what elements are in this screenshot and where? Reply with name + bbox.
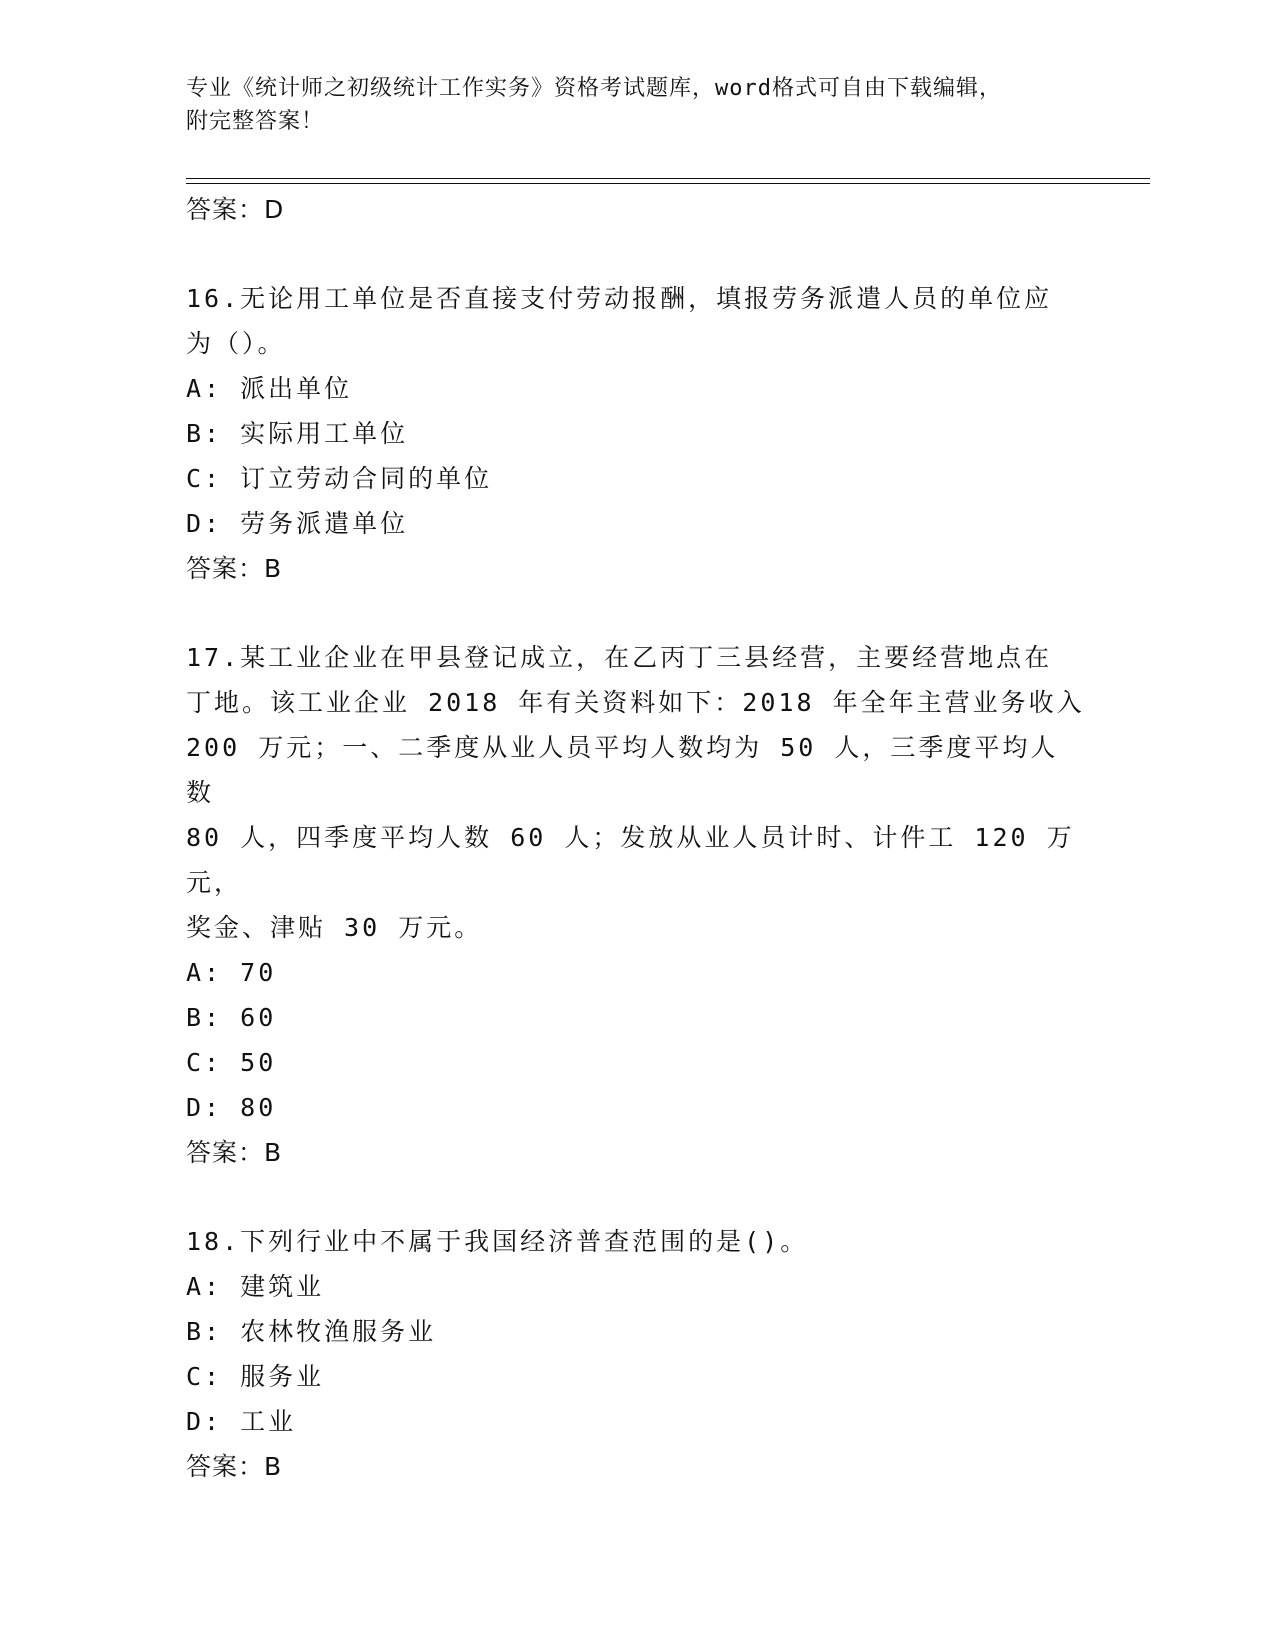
header-divider-bottom <box>186 183 1150 184</box>
stem-line: 200 万元；一、二季度从业人员平均人数均为 50 人，三季度平均人数 <box>186 733 1059 807</box>
document-body <box>186 187 1086 1489</box>
question-stem <box>186 1219 1086 1264</box>
option-a: A: 派出单位 <box>186 374 353 403</box>
question-17 <box>186 635 1086 1175</box>
header-line-1: 专业《统计师之初级统计工作实务》资格考试题库，word格式可自由下载编辑， <box>186 76 1002 101</box>
stem-line: 丁地。该工业企业 2018 年有关资料如下：2018 年全年主营业务收入 <box>186 688 1085 717</box>
answer-line: 答案：B <box>186 554 283 583</box>
answer-line: 答案：B <box>186 1138 283 1167</box>
answer-line: 答案：B <box>186 1452 283 1481</box>
option-a: A: 70 <box>186 958 277 987</box>
header-line-2: 附完整答案！ <box>186 109 325 134</box>
question-stem <box>186 276 1086 366</box>
option-d: D: 劳务派遣单位 <box>186 509 409 538</box>
header-divider-top <box>186 178 1150 179</box>
stem-line: 16.无论用工单位是否直接支付劳动报酬，填报劳务派遣人员的单位应 <box>186 284 1053 313</box>
option-b: B: 实际用工单位 <box>186 419 409 448</box>
question-stem <box>186 635 1086 950</box>
option-c: C: 服务业 <box>186 1362 325 1391</box>
previous-answer: 答案：D <box>186 195 285 224</box>
option-c: C: 50 <box>186 1048 277 1077</box>
stem-line: 80 人，四季度平均人数 60 人；发放从业人员计时、计件工 120 万元， <box>186 823 1075 897</box>
option-a: A: 建筑业 <box>186 1272 325 1301</box>
stem-line: 为（）。 <box>186 329 286 358</box>
document-header <box>186 72 1086 138</box>
option-b: B: 60 <box>186 1003 277 1032</box>
option-d: D: 工业 <box>186 1407 297 1436</box>
option-b: B: 农林牧渔服务业 <box>186 1317 437 1346</box>
question-18 <box>186 1219 1086 1489</box>
stem-line: 17.某工业企业在甲县登记成立，在乙丙丁三县经营，主要经营地点在 <box>186 643 1053 672</box>
option-d: D: 80 <box>186 1093 277 1122</box>
question-16 <box>186 276 1086 591</box>
option-c: C: 订立劳动合同的单位 <box>186 464 493 493</box>
stem-line: 18.下列行业中不属于我国经济普查范围的是()。 <box>186 1227 809 1256</box>
stem-line: 奖金、津贴 30 万元。 <box>186 913 483 942</box>
